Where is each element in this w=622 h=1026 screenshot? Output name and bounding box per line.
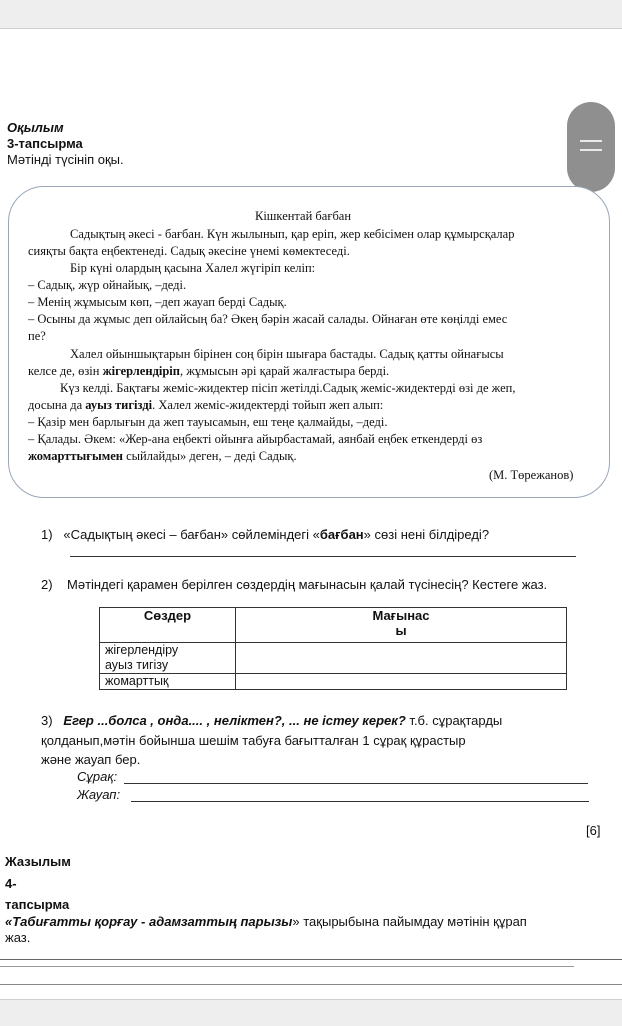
story-line: жомарттығымен сыйлайды» деген, – деді Садық. — [28, 449, 297, 463]
task-4-topic-rest: » тақырыбына пайымдау мәтінін құрап — [292, 914, 527, 929]
question-number: 1) — [41, 527, 53, 542]
table-cell-word: жомарттық — [100, 674, 236, 690]
table-cell-meaning[interactable] — [236, 643, 567, 659]
story-line: Бір күні олардың қасына Халел жүгіріп келіп: — [70, 261, 316, 275]
question-3-line-2: қолданып,мәтін бойынша шешім табуға бағытталған 1 сұрақ құрастыр — [41, 733, 466, 748]
question-answer-line[interactable] — [124, 783, 588, 784]
task-4-number: 4- — [5, 876, 17, 891]
story-line: сияқты бақта еңбектенеді. Садық әкесіне үнемі көмектеседі. — [28, 244, 350, 258]
section-title-reading: Оқылым — [7, 120, 64, 135]
answer-label: Жауап: — [77, 787, 121, 802]
task-3-instruction: Мәтінді түсініп оқы. — [7, 152, 124, 167]
answer-answer-line[interactable] — [131, 801, 589, 802]
table-header-words: Сөздер — [100, 608, 236, 643]
question-1-keyword: бағбан — [319, 527, 364, 542]
question-number: 2) — [41, 577, 53, 592]
question-3-prompt: Егер ...болса , онда.... , неліктен?, ... не істеу керек? — [63, 713, 406, 728]
table-header-meaning: Мағынас ы — [236, 608, 567, 643]
question-1-text-after: » сөзі нені білдіреді? — [363, 527, 490, 542]
story-title: Кішкентай бағбан — [255, 209, 352, 223]
story-line: келсе де, өзін жігерлендіріп, жұмысын әрі қарай жалғастыра берді. — [28, 364, 390, 378]
task-4-line-2: жаз. — [5, 930, 31, 945]
story-bold-word: жігерлендіріп — [102, 364, 180, 378]
section-title-writing: Жазылым — [5, 854, 71, 869]
writing-line[interactable] — [0, 984, 622, 985]
table-cell-meaning[interactable] — [236, 674, 567, 690]
writing-line[interactable] — [0, 959, 622, 960]
table-cell-word: ауыз тигізу — [100, 658, 236, 674]
answer-line-1[interactable] — [70, 556, 576, 557]
question-3 — [41, 713, 502, 728]
story-bold-word: ауыз тигізді — [85, 398, 153, 412]
story-line: Күз келді. Бақтағы жеміс-жидектер пісіп жетілді.Садық жеміс-жидектерді өзі де жеп, — [60, 381, 516, 395]
question-1-text-before: «Садықтың әкесі – бағбан» сөйлеміндегі « — [63, 527, 320, 542]
task-3-label: 3-тапсырма — [7, 136, 83, 151]
task-4-topic — [5, 914, 527, 929]
question-2 — [41, 577, 547, 592]
story-line: – Қалады. Әкем: «Жер-ана еңбекті ойынға айырбастамай, аянбай еңбек еткендерді өз — [28, 432, 483, 446]
question-label: Сұрақ: — [77, 769, 118, 784]
question-2-text: Мәтіндегі қарамен берілген сөздердің мағынасын қалай түсінесің? Кестеге жаз. — [67, 577, 548, 592]
story-bold-word: жомарттығымен — [28, 449, 123, 463]
story-line: досына да ауыз тигізді. Халел жеміс-жидектерді тойып жеп алып: — [28, 398, 384, 412]
story-line: – Осыны да жұмыс деп ойлайсың ба? Әкең бәрін жасай салады. Ойнаған өте көңілді емес — [28, 312, 508, 326]
question-number: 3) — [41, 713, 53, 728]
question-3-line1-rest: т.б. сұрақтарды — [405, 713, 503, 728]
story-line: – Қазір мен барлығын да жеп тауысамын, еш теңе қалмайды, –деді. — [28, 415, 388, 429]
question-1 — [41, 527, 489, 542]
story-line: Халел ойыншықтарын бірінен соң бірін шығара бастады. Садық қатты ойнағысы — [70, 347, 504, 361]
story-line: – Садық, жүр ойнайық, –деді. — [28, 278, 187, 292]
story-line: Садықтың әкесі - бағбан. Күн жылынып, қар еріп, жер кебісімен олар құмырсқалар — [70, 227, 515, 241]
score-badge: [6] — [586, 823, 601, 838]
question-3-line-3: және жауап бер. — [41, 752, 141, 767]
story-author: (М. Төрежанов) — [489, 468, 574, 482]
task-4-label: тапсырма — [5, 897, 70, 912]
handle-line-icon — [580, 149, 602, 151]
writing-line[interactable] — [0, 966, 574, 967]
vocabulary-table — [99, 607, 567, 690]
table-cell-word: жігерлендіру — [100, 643, 236, 659]
table-cell-meaning[interactable] — [236, 658, 567, 674]
worksheet-page — [0, 28, 622, 1000]
handle-line-icon — [580, 140, 602, 142]
story-line: пе? — [28, 329, 46, 343]
story-line: – Менің жұмысым көп, –деп жауап берді Садық. — [28, 295, 287, 309]
task-4-topic-title: «Табиғатты қорғау - адамзаттың парызы — [5, 914, 293, 929]
drag-handle[interactable] — [567, 102, 615, 192]
